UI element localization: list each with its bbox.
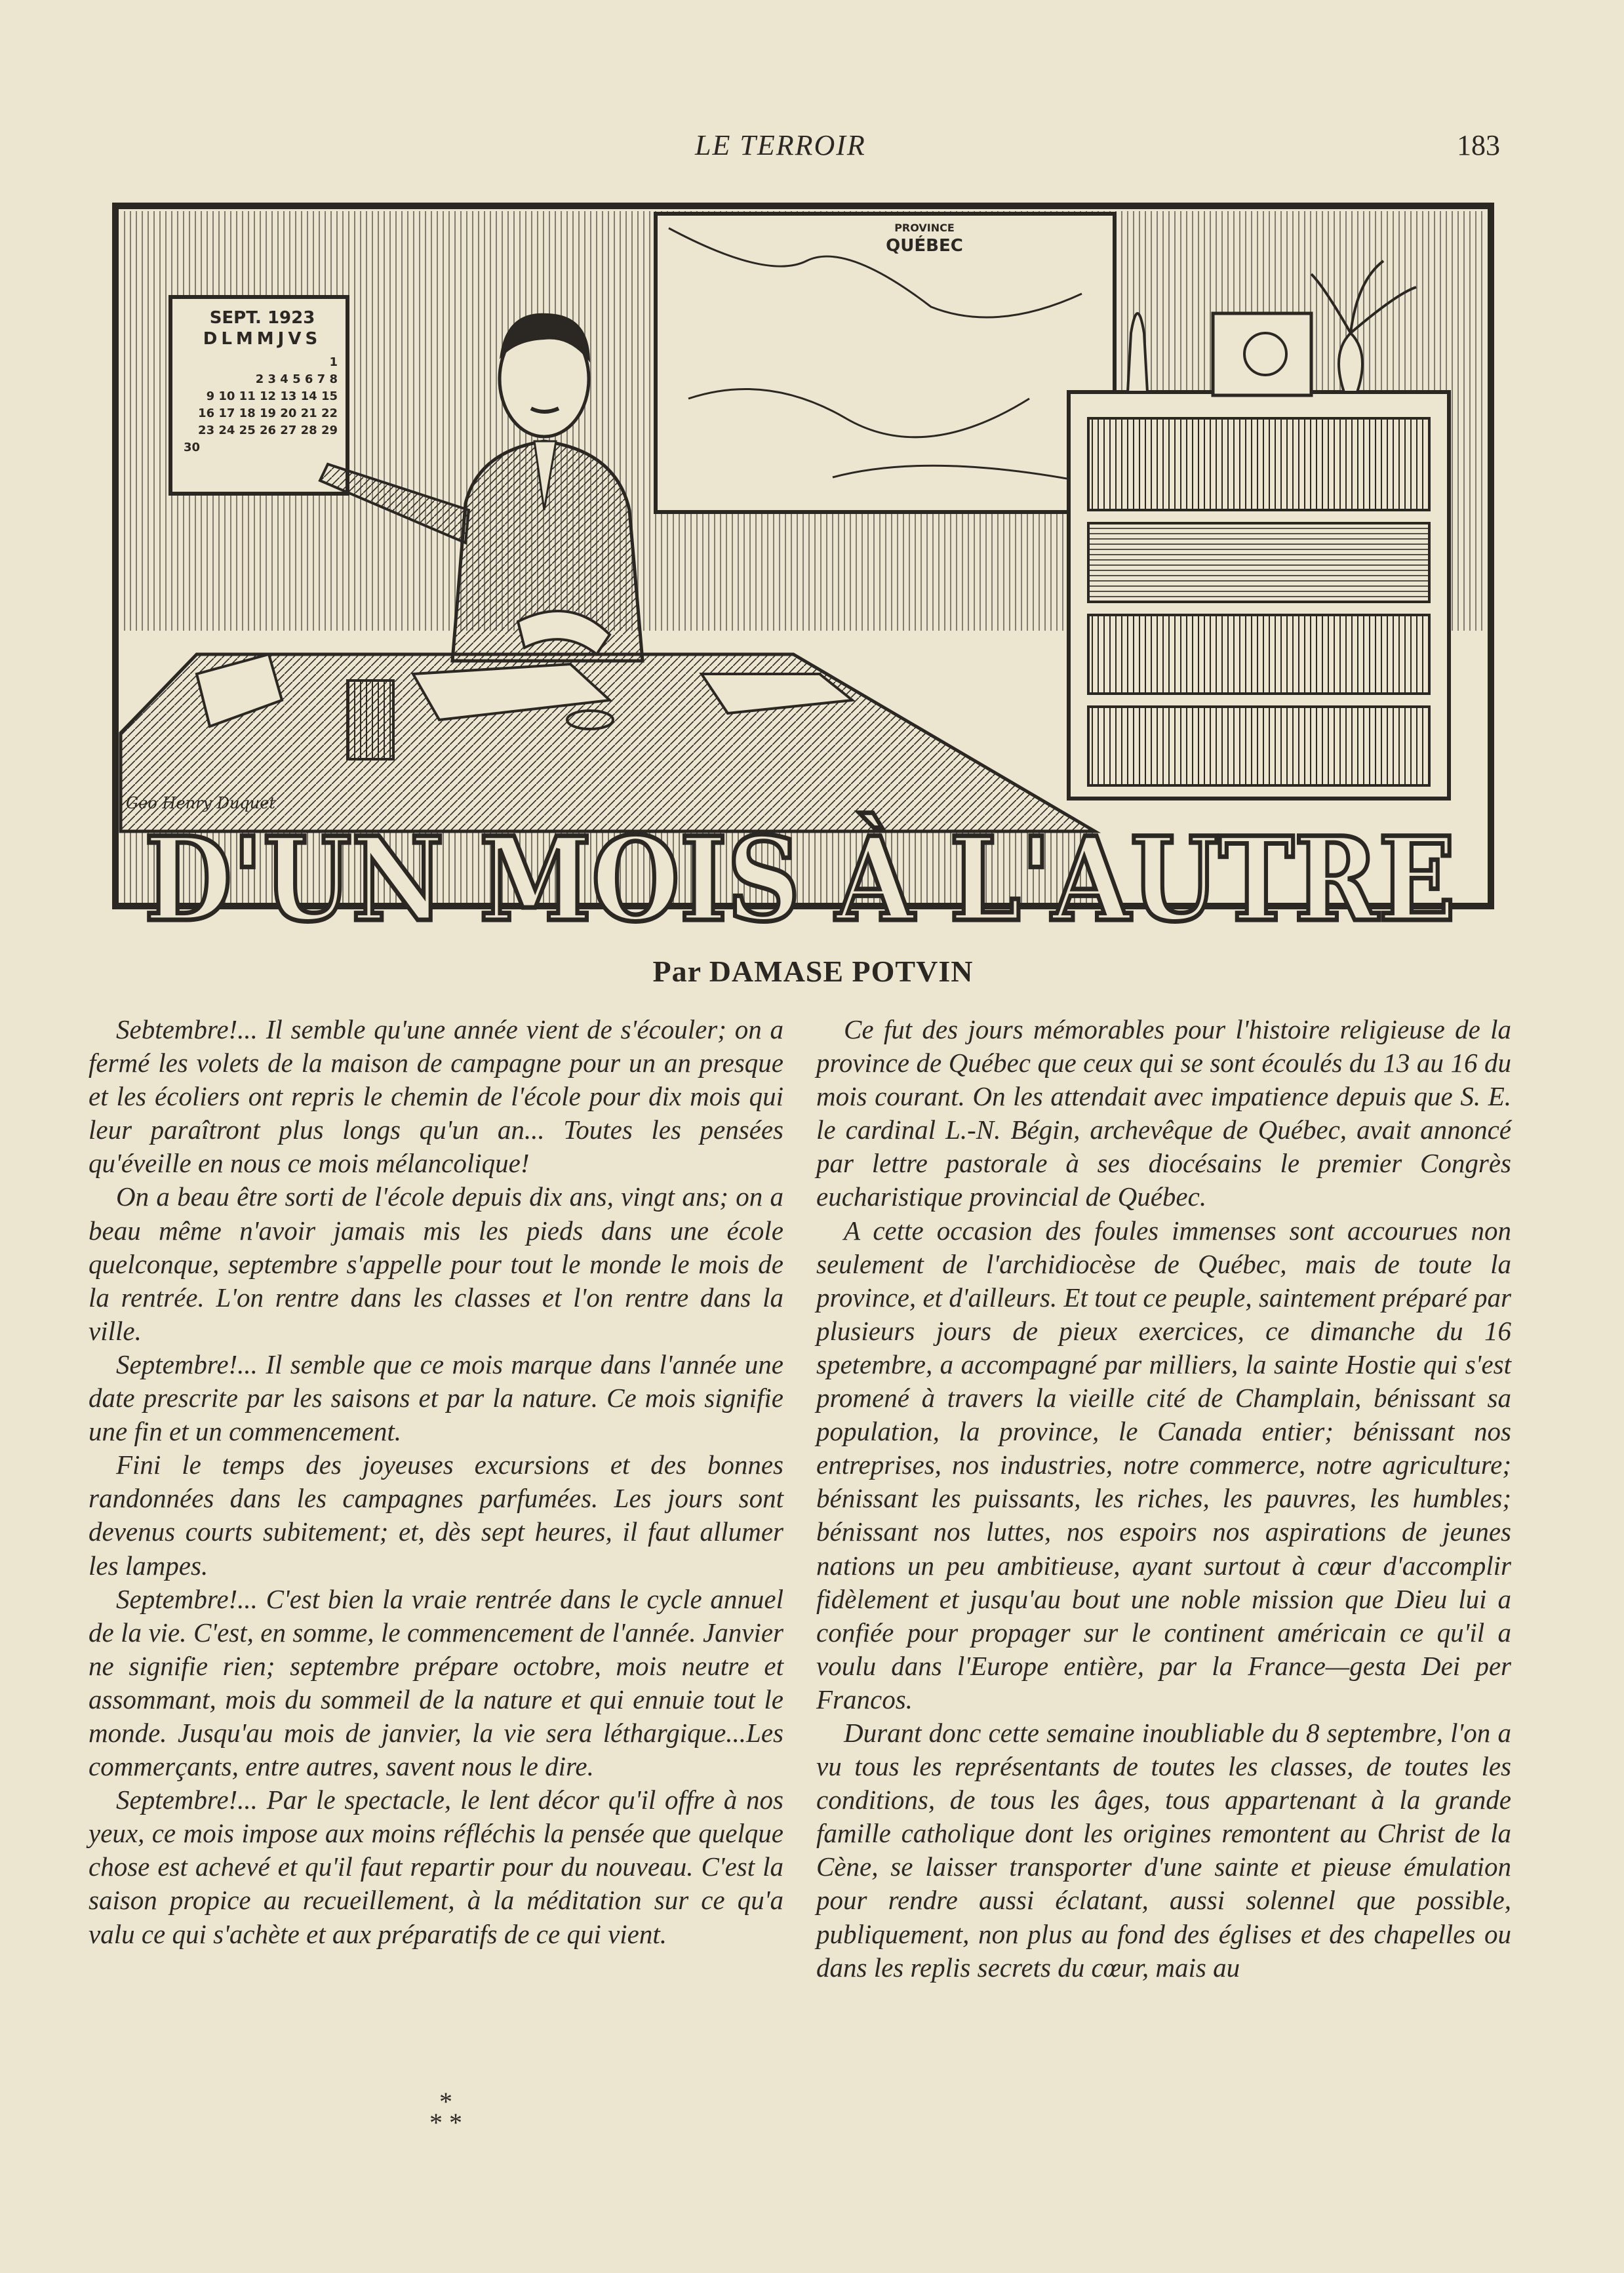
map-label-small: PROVINCE [894,222,955,234]
calendar-row: 16 17 18 19 20 21 22 [198,406,338,420]
paragraph: Septembre!... Il semble que ce mois marque dans l'année une date prescrite par les saisons et par la nature. Ce mois signifie une fin et un commencement. [89,1349,783,1447]
calendar [170,297,347,494]
calendar-row: 9 10 11 12 13 14 15 [206,389,338,403]
separator-top: * [439,2087,452,2116]
article-title-text: D'UN MOIS À L'AUTRE [144,812,1456,947]
section-separator [400,2087,492,2137]
byline: Par DAMASE POTVIN [652,955,974,988]
calendar-row: 30 [184,441,201,454]
left-column [89,1013,783,1951]
calendar-title: SEPT. 1923 [209,308,315,328]
paragraph: On a beau être sorti de l'école depuis dix ans, vingt ans; on a beau même n'avoir jamais mis les pieds dans une école quelconque, septembre s'appelle pour tout le monde le mois de la rentrée. L'on rentre dans les classes et l'on rentre dans la ville. [89,1181,783,1346]
calendar-row: 23 24 25 26 27 28 29 [198,424,338,437]
map-label: QUÉBEC [886,236,963,256]
paragraph: Fini le temps des joyeuses excursions et des bonnes randonnées dans les campagnes parfumées. Les jours sont devenus courts subitement; et, dès sept heures, il faut allumer les lampes. [89,1450,783,1581]
paragraph: Septembre!... Par le spectacle, le lent décor qu'il offre à nos yeux, ce mois impose aux moins réfléchis la pensée que quelque chose est achevé et qu'il faut repartir pour du nouveau. C'est la saison propice au recueillement, à la méditation sur ce qu'a valu ce qui s'achète et aux préparatifs de ce qui vient. [89,1785,783,1949]
paragraph: Durant donc cette semaine inoubliable du 8 septembre, l'on a vu tous les représentants de toutes les classes, de toutes les conditions, de tous les âges, tous appartenant à la grande famille catholique dont les origines remontent au Christ de la Cène, se laisser transporter d'une sainte et pieuse émulation pour rendre aussi éclatant, aussi solennel que possible, publiquement, non plus au fond des églises et des chapelles ou dans les replis secrets du cœur, mais au [816,1717,1511,1983]
article-title [131,797,1469,947]
paragraph: Septembre!... C'est bien la vraie rentrée dans le cycle annuel de la vie. C'est, en somme, le commencement de l'année. Janvier ne signifie rien; septembre prépare octobre, mois neutre et assommant, mois du sommeil de la nature et qui ennuie tout le monde. Jusqu'au mois de janvier, la vie sera léthargique...Les commerçants, entre autres, savent nous le dire. [89,1583,783,1782]
running-title: LE TERROIR [695,129,866,161]
separator-bottom: * * [429,2108,462,2137]
paragraph: Sebtembre!... Il semble qu'une année vient de s'écouler; on a fermé les volets de la maison de campagne pour un an presque et les écoliers ont repris le chemin de l'école pour dix mois qui leur paraîtront plus longs qu'un an... Toutes les pensées qu'éveille en nous ce mois mélancolique! [89,1014,783,1179]
calendar-weekdays: DLMMJVS [203,329,322,349]
calendar-row: 1 [329,355,338,369]
page-number: 183 [1457,129,1500,161]
right-column [816,1013,1511,1985]
paragraph: A cette occasion des foules immenses sont accourues non seulement de l'archidiocèse de Québec, mais de toute la province, et d'ailleurs. Et tout ce peuple, saintement préparé par plusieurs jours de pieux exercices, ce dimanche du 16 spetembre, a accompagné par milliers, la sainte Hostie qui s'est promené à travers la vieille cité de Champlain, bénissant sa population, la province, le Canada entier; bénissant nos entreprises, nos industries, notre commerce, notre agriculture; bénissant les puissants, les riches, les pauvres, les humbles; bénissant nos luttes, nos espoirs nos aspirations de jeunes nations un peu ambitieuse, ayant surtout à cœur d'accomplir fidèlement et jusqu'au bout une noble mission que Dieu lui a confiée pour propager sur le continent américain ce qu'il a voulu dans l'Europe entière, par la France—gesta Dei per Francos. [816,1215,1511,1714]
calendar-row: 2 3 4 5 6 7 8 [255,372,338,386]
artist-signature: Geo Henry Duquet [126,794,276,812]
paragraph: Ce fut des jours mémorables pour l'histoire religieuse de la province de Québec que ceux qui se sont écoulés du 13 au 16 du mois courant. On les attendait avec impatience depuis que S. E. le cardinal L.-N. Bégin, archevêque de Québec, avait annoncé par lettre pastorale à ses diocésains le premier Congrès eucharistique provincial de Québec. [816,1014,1511,1212]
